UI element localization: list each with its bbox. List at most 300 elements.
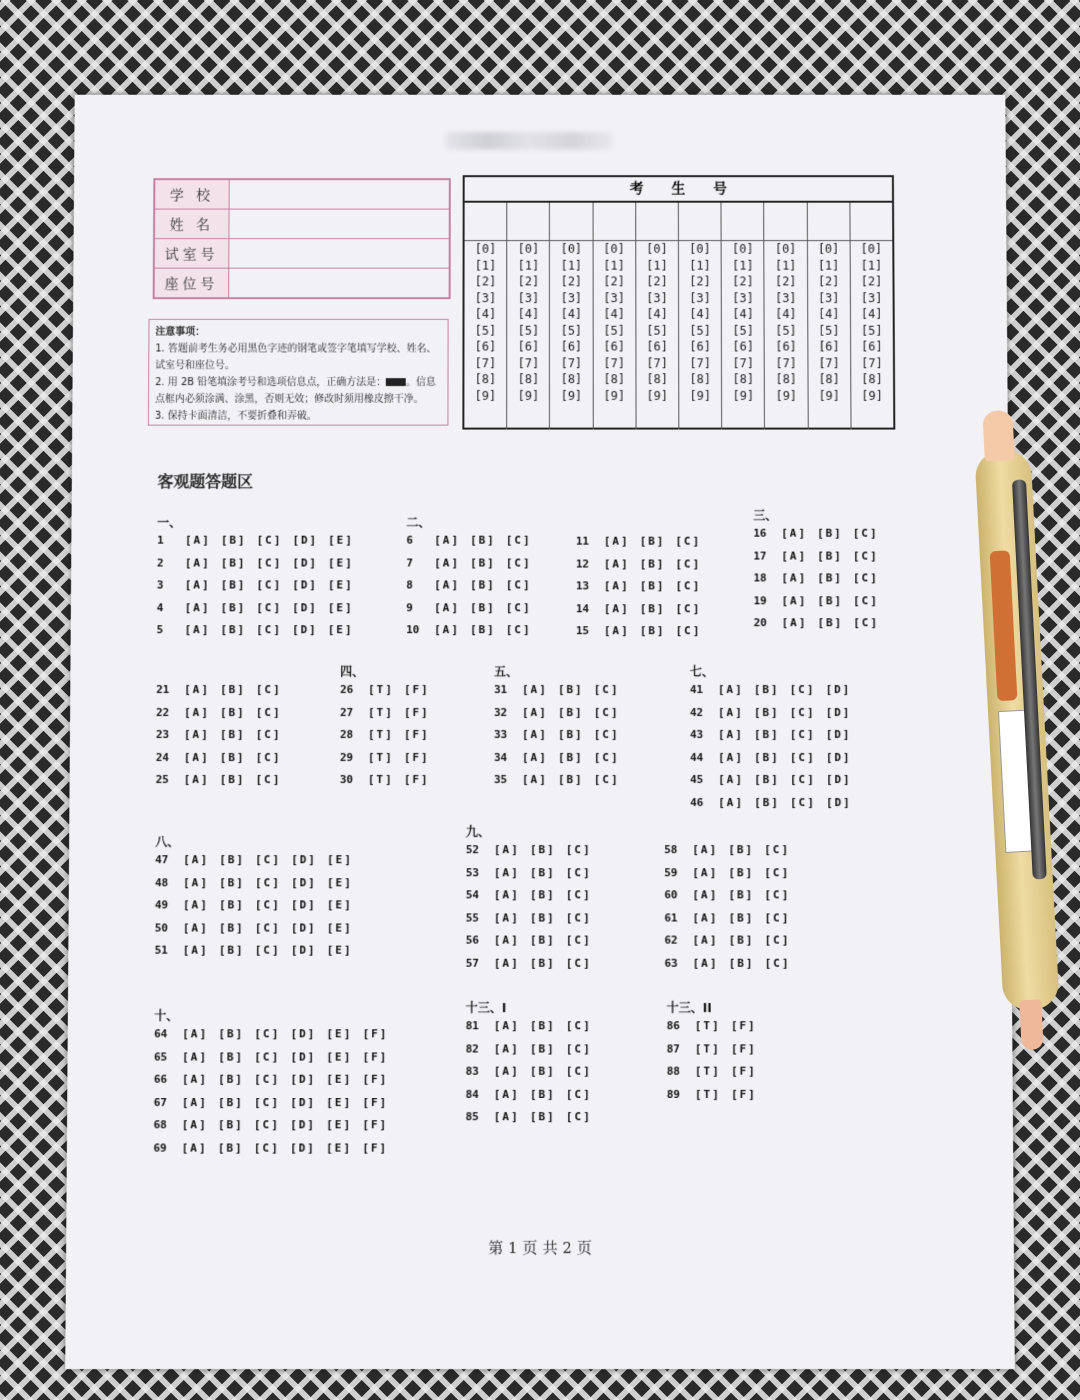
option-bubble[interactable]: [D] — [289, 1140, 317, 1155]
digit-bubble[interactable]: [4] — [603, 307, 625, 321]
digit-bubble[interactable]: [7] — [689, 355, 711, 370]
digit-bubble[interactable]: [5] — [861, 323, 883, 338]
option-bubble[interactable]: [B] — [753, 683, 780, 697]
option-bubble[interactable]: [E] — [328, 533, 354, 547]
option-bubble[interactable]: [B] — [753, 750, 780, 764]
option-bubble[interactable]: [C] — [565, 933, 592, 947]
option-bubble[interactable]: [C] — [790, 795, 816, 809]
digit-bubble[interactable]: [7] — [646, 355, 669, 370]
digit-bubble[interactable]: [0] — [817, 242, 840, 256]
option-bubble[interactable]: [B] — [529, 933, 556, 947]
option-bubble[interactable]: [B] — [219, 853, 246, 867]
option-bubble[interactable]: [A] — [183, 750, 210, 764]
digit-bubble[interactable]: [3] — [689, 290, 711, 305]
digit-bubble[interactable]: [5] — [603, 323, 626, 338]
option-bubble[interactable]: [T] — [368, 705, 394, 719]
option-bubble[interactable]: [C] — [593, 683, 620, 697]
option-bubble[interactable]: [B] — [219, 705, 246, 719]
digit-bubble[interactable]: [5] — [775, 323, 797, 338]
option-bubble[interactable]: [B] — [529, 910, 556, 925]
digit-bubble[interactable]: [2] — [646, 274, 668, 289]
digit-bubble[interactable]: [2] — [817, 274, 840, 289]
digit-bubble[interactable]: [5] — [732, 323, 754, 338]
option-bubble[interactable]: [B] — [728, 933, 755, 947]
option-bubble[interactable]: [D] — [825, 727, 852, 741]
option-bubble[interactable]: [B] — [470, 556, 496, 569]
option-bubble[interactable]: [E] — [326, 1095, 353, 1109]
option-bubble[interactable]: [A] — [718, 795, 745, 809]
digit-bubble[interactable]: [7] — [775, 355, 797, 370]
option-bubble[interactable]: [C] — [256, 600, 283, 614]
option-bubble[interactable]: [B] — [557, 683, 584, 697]
option-bubble[interactable]: [C] — [565, 888, 592, 902]
option-bubble[interactable]: [A] — [184, 556, 211, 569]
option-bubble[interactable]: [B] — [220, 683, 246, 697]
option-bubble[interactable]: [A] — [603, 579, 630, 593]
option-bubble[interactable]: [A] — [493, 1110, 520, 1124]
option-bubble[interactable]: [T] — [368, 683, 394, 697]
option-bubble[interactable]: [C] — [764, 888, 791, 902]
option-bubble[interactable]: [C] — [565, 956, 592, 970]
option-bubble[interactable]: [D] — [825, 705, 852, 719]
option-bubble[interactable]: [B] — [219, 727, 246, 741]
option-bubble[interactable]: [A] — [521, 727, 548, 741]
digit-bubble[interactable]: [8] — [517, 372, 540, 387]
option-bubble[interactable]: [F] — [362, 1027, 389, 1041]
option-bubble[interactable]: [B] — [529, 956, 556, 970]
option-bubble[interactable]: [C] — [254, 1072, 281, 1086]
digit-bubble[interactable]: [0] — [860, 242, 883, 256]
option-bubble[interactable]: [T] — [367, 727, 394, 741]
option-bubble[interactable]: [B] — [529, 865, 556, 879]
option-bubble[interactable]: [B] — [557, 750, 584, 764]
option-bubble[interactable]: [A] — [781, 549, 808, 563]
option-bubble[interactable]: [F] — [403, 750, 430, 764]
option-bubble[interactable]: [A] — [183, 853, 210, 867]
digit-bubble[interactable]: [0] — [774, 242, 797, 256]
option-bubble[interactable]: [C] — [593, 750, 620, 764]
option-bubble[interactable]: [C] — [255, 773, 282, 787]
option-bubble[interactable]: [F] — [362, 1140, 389, 1155]
option-bubble[interactable]: [E] — [327, 853, 353, 867]
option-bubble[interactable]: [D] — [291, 853, 318, 867]
option-bubble[interactable]: [D] — [290, 1027, 317, 1041]
option-bubble[interactable]: [E] — [326, 920, 353, 935]
option-bubble[interactable]: [B] — [639, 579, 666, 593]
option-bubble[interactable]: [D] — [292, 578, 319, 592]
digit-bubble[interactable]: [9] — [646, 388, 669, 403]
digit-bubble[interactable]: [4] — [517, 307, 540, 321]
digit-bubble[interactable]: [6] — [732, 339, 754, 354]
exam-number-write-box[interactable] — [722, 203, 764, 241]
option-bubble[interactable]: [E] — [327, 623, 354, 637]
digit-bubble[interactable]: [2] — [860, 274, 883, 289]
option-bubble[interactable]: [A] — [183, 727, 210, 741]
option-bubble[interactable]: [A] — [692, 933, 719, 947]
option-bubble[interactable]: [E] — [326, 875, 353, 889]
option-bubble[interactable]: [C] — [764, 843, 791, 857]
option-bubble[interactable]: [B] — [754, 773, 780, 787]
option-bubble[interactable]: [F] — [730, 1064, 757, 1078]
option-bubble[interactable]: [C] — [852, 549, 879, 563]
option-bubble[interactable]: [C] — [593, 727, 620, 741]
option-bubble[interactable]: [A] — [185, 533, 211, 547]
digit-bubble[interactable]: [9] — [603, 388, 626, 403]
option-bubble[interactable]: [A] — [692, 910, 719, 925]
exam-number-write-box[interactable] — [679, 203, 721, 241]
option-bubble[interactable]: [C] — [505, 578, 532, 592]
option-bubble[interactable]: [E] — [326, 1049, 353, 1064]
digit-bubble[interactable]: [7] — [603, 355, 626, 370]
digit-bubble[interactable]: [7] — [861, 355, 883, 370]
digit-bubble[interactable]: [7] — [474, 355, 497, 370]
option-bubble[interactable]: [A] — [181, 1140, 208, 1155]
option-bubble[interactable]: [C] — [565, 843, 592, 857]
option-bubble[interactable]: [A] — [781, 571, 808, 585]
option-bubble[interactable]: [C] — [254, 898, 281, 912]
option-bubble[interactable]: [C] — [256, 556, 283, 569]
option-bubble[interactable]: [F] — [730, 1041, 757, 1056]
option-bubble[interactable]: [C] — [505, 623, 532, 637]
digit-bubble[interactable]: [5] — [818, 323, 840, 338]
option-bubble[interactable]: [C] — [255, 683, 282, 697]
option-bubble[interactable]: [D] — [290, 943, 317, 957]
option-bubble[interactable]: [D] — [825, 795, 852, 809]
digit-bubble[interactable]: [8] — [560, 372, 583, 387]
option-bubble[interactable]: [C] — [256, 533, 283, 547]
option-bubble[interactable]: [A] — [493, 956, 520, 970]
digit-bubble[interactable]: [0] — [474, 242, 497, 256]
option-bubble[interactable]: [D] — [291, 623, 318, 637]
option-bubble[interactable]: [C] — [565, 1064, 592, 1078]
option-bubble[interactable]: [B] — [639, 601, 666, 615]
digit-bubble[interactable]: [9] — [474, 388, 497, 403]
digit-bubble[interactable]: [3] — [474, 290, 497, 305]
option-bubble[interactable]: [F] — [362, 1072, 389, 1086]
digit-bubble[interactable]: [6] — [646, 339, 668, 354]
option-bubble[interactable]: [B] — [529, 1110, 556, 1124]
option-bubble[interactable]: [B] — [728, 888, 755, 902]
seat-field[interactable] — [229, 268, 450, 298]
option-bubble[interactable]: [C] — [853, 616, 880, 630]
option-bubble[interactable]: [C] — [254, 943, 281, 957]
digit-bubble[interactable]: [5] — [689, 323, 711, 338]
option-bubble[interactable]: [B] — [217, 1095, 245, 1109]
digit-bubble[interactable]: [5] — [517, 323, 540, 338]
digit-bubble[interactable]: [8] — [474, 372, 497, 387]
digit-bubble[interactable]: [1] — [517, 258, 540, 273]
option-bubble[interactable]: [A] — [181, 1118, 208, 1132]
option-bubble[interactable]: [F] — [362, 1118, 389, 1132]
option-bubble[interactable]: [A] — [717, 683, 744, 697]
digit-bubble[interactable]: [7] — [517, 355, 540, 370]
option-bubble[interactable]: [A] — [521, 750, 548, 764]
digit-bubble[interactable]: [6] — [603, 339, 626, 354]
option-bubble[interactable]: [E] — [326, 1140, 353, 1155]
option-bubble[interactable]: [C] — [255, 853, 282, 867]
option-bubble[interactable]: [C] — [254, 1095, 281, 1109]
option-bubble[interactable]: [E] — [327, 600, 354, 614]
option-bubble[interactable]: [C] — [253, 1118, 281, 1132]
digit-bubble[interactable]: [1] — [603, 258, 625, 273]
digit-bubble[interactable]: [4] — [775, 307, 797, 321]
option-bubble[interactable]: [T] — [694, 1064, 721, 1078]
option-bubble[interactable]: [C] — [764, 933, 791, 947]
option-bubble[interactable]: [B] — [470, 533, 496, 547]
option-bubble[interactable]: [D] — [290, 875, 317, 889]
digit-bubble[interactable]: [8] — [818, 372, 840, 387]
digit-bubble[interactable]: [9] — [732, 388, 755, 403]
option-bubble[interactable]: [D] — [290, 898, 317, 912]
digit-bubble[interactable]: [4] — [474, 307, 497, 321]
digit-bubble[interactable]: [6] — [689, 339, 711, 354]
option-bubble[interactable]: [B] — [219, 875, 246, 889]
option-bubble[interactable]: [C] — [256, 578, 283, 592]
option-bubble[interactable]: [A] — [182, 898, 209, 912]
digit-bubble[interactable]: [6] — [818, 339, 840, 354]
option-bubble[interactable]: [C] — [254, 1049, 281, 1064]
option-bubble[interactable]: [A] — [493, 865, 520, 879]
exam-number-write-box[interactable] — [636, 203, 678, 241]
option-bubble[interactable]: [C] — [505, 600, 532, 614]
digit-bubble[interactable]: [3] — [860, 290, 883, 305]
option-bubble[interactable]: [D] — [290, 1095, 317, 1109]
option-bubble[interactable]: [A] — [434, 556, 461, 569]
option-bubble[interactable]: [T] — [367, 773, 394, 787]
digit-bubble[interactable]: [0] — [689, 242, 711, 256]
option-bubble[interactable]: [C] — [565, 865, 592, 879]
option-bubble[interactable]: [B] — [529, 1064, 556, 1078]
option-bubble[interactable]: [C] — [254, 1027, 281, 1041]
option-bubble[interactable]: [E] — [328, 556, 354, 569]
digit-bubble[interactable]: [9] — [818, 388, 841, 403]
option-bubble[interactable]: [A] — [184, 578, 211, 592]
school-field[interactable] — [229, 179, 450, 209]
option-bubble[interactable]: [C] — [789, 773, 816, 787]
option-bubble[interactable]: [B] — [728, 910, 755, 925]
digit-bubble[interactable]: [2] — [732, 274, 754, 289]
exam-number-write-box[interactable] — [850, 203, 892, 241]
option-bubble[interactable]: [B] — [220, 623, 247, 637]
option-bubble[interactable]: [A] — [181, 1095, 208, 1109]
digit-bubble[interactable]: [3] — [603, 290, 625, 305]
option-bubble[interactable]: [C] — [764, 910, 791, 925]
digit-bubble[interactable]: [4] — [646, 307, 668, 321]
digit-bubble[interactable]: [8] — [775, 372, 797, 387]
option-bubble[interactable]: [B] — [817, 549, 843, 563]
digit-bubble[interactable]: [9] — [775, 388, 798, 403]
option-bubble[interactable]: [C] — [565, 910, 592, 925]
option-bubble[interactable]: [C] — [565, 1041, 592, 1056]
digit-bubble[interactable]: [6] — [474, 339, 497, 354]
digit-bubble[interactable]: [0] — [517, 242, 540, 256]
option-bubble[interactable]: [C] — [764, 865, 791, 879]
option-bubble[interactable]: [C] — [505, 533, 532, 547]
digit-bubble[interactable]: [2] — [517, 274, 540, 289]
option-bubble[interactable]: [C] — [675, 579, 702, 593]
option-bubble[interactable]: [B] — [817, 616, 844, 630]
option-bubble[interactable]: [A] — [182, 943, 209, 957]
exam-number-write-box[interactable] — [593, 203, 635, 241]
option-bubble[interactable]: [B] — [557, 705, 584, 719]
digit-bubble[interactable]: [5] — [646, 323, 668, 338]
digit-bubble[interactable]: [9] — [560, 388, 583, 403]
option-bubble[interactable]: [B] — [529, 1019, 556, 1033]
option-bubble[interactable]: [B] — [220, 600, 247, 614]
option-bubble[interactable]: [A] — [182, 920, 209, 935]
option-bubble[interactable]: [T] — [694, 1087, 721, 1101]
option-bubble[interactable]: [A] — [493, 1041, 520, 1056]
option-bubble[interactable]: [A] — [718, 727, 744, 741]
exam-number-write-box[interactable] — [807, 203, 849, 241]
option-bubble[interactable]: [C] — [253, 1140, 280, 1155]
option-bubble[interactable]: [A] — [603, 534, 630, 548]
option-bubble[interactable]: [D] — [290, 1072, 317, 1086]
digit-bubble[interactable]: [4] — [732, 307, 754, 321]
option-bubble[interactable]: [A] — [692, 888, 719, 902]
option-bubble[interactable]: [B] — [219, 750, 246, 764]
option-bubble[interactable]: [C] — [852, 571, 879, 585]
digit-bubble[interactable]: [9] — [861, 388, 883, 403]
option-bubble[interactable]: [A] — [184, 705, 210, 719]
digit-bubble[interactable]: [9] — [689, 388, 712, 403]
option-bubble[interactable]: [A] — [781, 593, 808, 607]
option-bubble[interactable]: [T] — [367, 750, 394, 764]
digit-bubble[interactable]: [1] — [646, 258, 668, 273]
option-bubble[interactable]: [B] — [728, 956, 755, 970]
option-bubble[interactable]: [A] — [603, 557, 630, 570]
option-bubble[interactable]: [D] — [292, 600, 318, 614]
digit-bubble[interactable]: [3] — [646, 290, 668, 305]
digit-bubble[interactable]: [9] — [517, 388, 540, 403]
digit-bubble[interactable]: [3] — [817, 290, 840, 305]
option-bubble[interactable]: [B] — [754, 795, 781, 809]
option-bubble[interactable]: [C] — [256, 623, 283, 637]
option-bubble[interactable]: [A] — [493, 933, 520, 947]
exam-number-write-box[interactable] — [550, 203, 592, 241]
digit-bubble[interactable]: [3] — [732, 290, 754, 305]
option-bubble[interactable]: [E] — [326, 943, 353, 957]
digit-bubble[interactable]: [5] — [560, 323, 583, 338]
option-bubble[interactable]: [C] — [789, 683, 816, 697]
digit-bubble[interactable]: [8] — [732, 372, 754, 387]
option-bubble[interactable]: [C] — [593, 773, 620, 787]
option-bubble[interactable]: [A] — [184, 683, 211, 697]
option-bubble[interactable]: [C] — [255, 875, 282, 889]
option-bubble[interactable]: [B] — [469, 623, 496, 637]
option-bubble[interactable]: [A] — [493, 910, 520, 925]
option-bubble[interactable]: [B] — [728, 865, 755, 879]
option-bubble[interactable]: [B] — [218, 943, 245, 957]
option-bubble[interactable]: [A] — [183, 875, 210, 889]
digit-bubble[interactable]: [6] — [517, 339, 540, 354]
option-bubble[interactable]: [B] — [817, 593, 844, 607]
option-bubble[interactable]: [F] — [403, 705, 430, 719]
option-bubble[interactable]: [T] — [694, 1019, 721, 1033]
option-bubble[interactable]: [C] — [675, 557, 702, 570]
digit-bubble[interactable]: [2] — [560, 274, 583, 289]
digit-bubble[interactable]: [1] — [817, 258, 840, 273]
option-bubble[interactable]: [D] — [292, 533, 319, 547]
option-bubble[interactable]: [B] — [220, 533, 247, 547]
option-bubble[interactable]: [B] — [557, 773, 584, 787]
digit-bubble[interactable]: [3] — [560, 290, 583, 305]
digit-bubble[interactable]: [1] — [774, 258, 797, 273]
option-bubble[interactable]: [C] — [789, 750, 816, 764]
option-bubble[interactable]: [D] — [290, 920, 317, 935]
option-bubble[interactable]: [E] — [326, 1118, 353, 1132]
option-bubble[interactable]: [A] — [183, 773, 210, 787]
option-bubble[interactable]: [C] — [764, 956, 791, 970]
option-bubble[interactable]: [B] — [220, 556, 247, 569]
digit-bubble[interactable]: [7] — [818, 355, 840, 370]
digit-bubble[interactable]: [2] — [603, 274, 625, 289]
option-bubble[interactable]: [E] — [326, 1072, 353, 1086]
digit-bubble[interactable]: [8] — [646, 372, 669, 387]
digit-bubble[interactable]: [2] — [774, 274, 797, 289]
option-bubble[interactable]: [F] — [362, 1095, 389, 1109]
digit-bubble[interactable]: [2] — [689, 274, 711, 289]
option-bubble[interactable]: [C] — [675, 601, 702, 615]
option-bubble[interactable]: [A] — [493, 843, 520, 857]
digit-bubble[interactable]: [1] — [474, 258, 497, 273]
option-bubble[interactable]: [C] — [505, 556, 532, 569]
digit-bubble[interactable]: [0] — [560, 242, 583, 256]
option-bubble[interactable]: [F] — [362, 1049, 389, 1064]
option-bubble[interactable]: [A] — [692, 843, 719, 857]
digit-bubble[interactable]: [4] — [860, 307, 883, 321]
option-bubble[interactable]: [C] — [853, 593, 879, 607]
digit-bubble[interactable]: [6] — [775, 339, 797, 354]
option-bubble[interactable]: [A] — [603, 601, 630, 615]
option-bubble[interactable]: [F] — [403, 683, 430, 697]
option-bubble[interactable]: [F] — [403, 727, 430, 741]
digit-bubble[interactable]: [8] — [861, 372, 883, 387]
digit-bubble[interactable]: [0] — [646, 242, 668, 256]
option-bubble[interactable]: [C] — [565, 1019, 592, 1033]
option-bubble[interactable]: [A] — [521, 773, 548, 787]
option-bubble[interactable]: [B] — [529, 1041, 556, 1056]
digit-bubble[interactable]: [6] — [560, 339, 583, 354]
digit-bubble[interactable]: [4] — [689, 307, 711, 321]
option-bubble[interactable]: [A] — [717, 705, 744, 719]
exam-number-write-box[interactable] — [765, 203, 807, 241]
digit-bubble[interactable]: [5] — [474, 323, 497, 338]
digit-bubble[interactable]: [1] — [560, 258, 583, 273]
digit-bubble[interactable]: [8] — [603, 372, 626, 387]
digit-bubble[interactable]: [4] — [818, 307, 840, 321]
option-bubble[interactable]: [C] — [255, 750, 282, 764]
option-bubble[interactable]: [A] — [603, 624, 630, 638]
option-bubble[interactable]: [B] — [469, 600, 496, 614]
option-bubble[interactable]: [B] — [557, 727, 584, 741]
digit-bubble[interactable]: [3] — [517, 290, 540, 305]
name-field[interactable] — [229, 209, 450, 239]
option-bubble[interactable]: [C] — [255, 727, 282, 741]
option-bubble[interactable]: [D] — [825, 773, 852, 787]
digit-bubble[interactable]: [7] — [732, 355, 754, 370]
digit-bubble[interactable]: [6] — [861, 339, 883, 354]
option-bubble[interactable]: [B] — [218, 920, 245, 935]
option-bubble[interactable]: [E] — [326, 1027, 353, 1041]
option-bubble[interactable]: [C] — [593, 705, 620, 719]
option-bubble[interactable]: [B] — [220, 578, 247, 592]
option-bubble[interactable]: [A] — [493, 1064, 520, 1078]
digit-bubble[interactable]: [1] — [689, 258, 711, 273]
option-bubble[interactable]: [B] — [529, 843, 556, 857]
option-bubble[interactable]: [A] — [493, 1087, 520, 1101]
option-bubble[interactable]: [B] — [816, 526, 843, 540]
